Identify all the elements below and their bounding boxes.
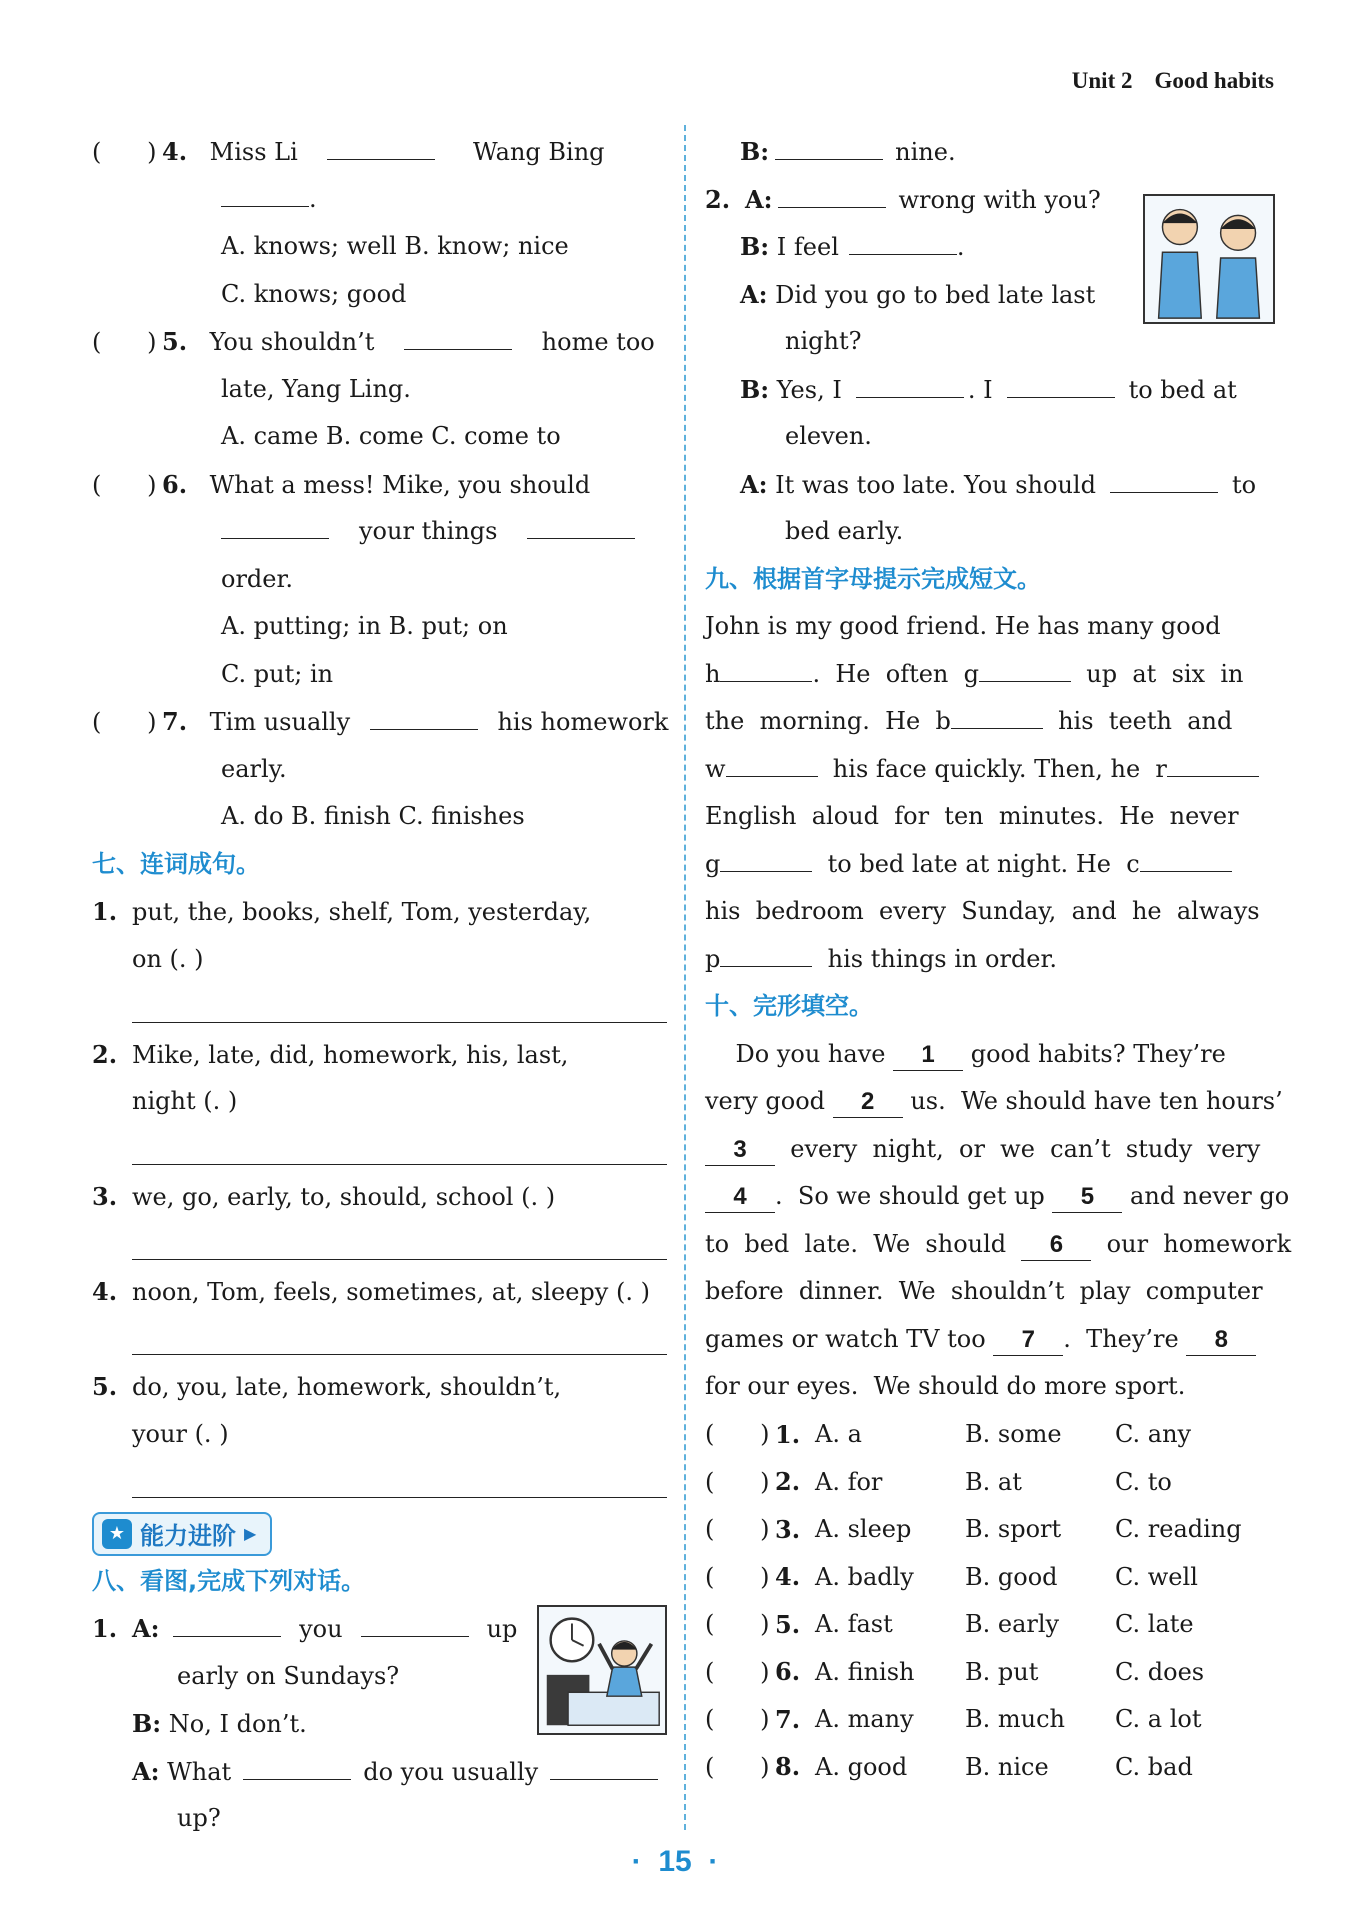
question-line xyxy=(92,176,667,224)
passage-line xyxy=(705,603,1280,651)
dialogue-line: eleven. xyxy=(785,422,872,450)
answer-paren[interactable]: ( ) xyxy=(92,328,157,356)
cloze-option-row xyxy=(705,1411,1265,1459)
cloze-text: every night, or we can’t study very xyxy=(775,1134,1261,1163)
question-number: 5. xyxy=(92,1372,118,1401)
numbered-blank[interactable]: 7 xyxy=(993,1325,1063,1356)
dialogue-text: do you usually xyxy=(363,1757,539,1786)
answer-line[interactable] xyxy=(92,1126,667,1174)
passage-text: p xyxy=(705,944,721,973)
page-number: · 15 · xyxy=(631,1845,719,1878)
question-number: 2. xyxy=(92,1039,118,1069)
cloze-passage xyxy=(705,1031,1292,1411)
passage-line xyxy=(705,888,1280,936)
answer-line[interactable] xyxy=(92,1316,667,1364)
fill-blank[interactable] xyxy=(1140,844,1232,872)
fill-blank[interactable] xyxy=(775,130,883,160)
option-c[interactable]: C. to xyxy=(1115,1467,1172,1496)
option-line: C. knows; good xyxy=(221,279,407,308)
question-text: your things xyxy=(359,517,498,545)
numbered-blank[interactable]: 3 xyxy=(705,1135,775,1166)
option-c[interactable]: C. reading xyxy=(1115,1515,1242,1544)
question-number: 1. xyxy=(92,1614,118,1643)
running-person-icon: ★ xyxy=(102,1519,132,1549)
ability-banner xyxy=(92,1512,272,1556)
answer-paren[interactable]: ( ) xyxy=(92,138,157,166)
option-line: A. came B. come C. come to xyxy=(221,422,561,450)
question-number: 1. xyxy=(92,897,118,926)
passage-text: g xyxy=(705,849,721,878)
question-text: . xyxy=(309,184,317,213)
dialogue-line: early on Sundays? xyxy=(177,1661,400,1690)
fill-blank[interactable] xyxy=(527,509,635,539)
boy-waking-up-illustration xyxy=(537,1605,667,1735)
cloze-text: before dinner. We shouldn’t play computer xyxy=(705,1277,1263,1305)
cloze-text: our homework xyxy=(1091,1229,1292,1258)
cloze-options-table xyxy=(705,1411,1265,1791)
cloze-text: . So we should get up xyxy=(775,1182,1053,1210)
option-b[interactable]: B. at xyxy=(965,1467,1022,1496)
option-line: A. knows; well B. know; nice xyxy=(221,232,569,260)
fill-blank[interactable] xyxy=(173,1607,281,1637)
passage-text: the morning. He b xyxy=(705,707,951,735)
cloze-option-row xyxy=(705,1553,1265,1601)
cloze-text: for our eyes. We should do more sport. xyxy=(705,1372,1186,1400)
question-line: late, Yang Ling. xyxy=(221,374,411,403)
passage-text: w xyxy=(705,754,726,783)
numbered-blank[interactable]: 5 xyxy=(1052,1182,1122,1213)
dialogue-2 xyxy=(705,176,1280,366)
question-number: 4. xyxy=(775,1562,801,1592)
option-a[interactable]: A. a xyxy=(815,1420,862,1449)
cloze-line xyxy=(705,1031,1280,1079)
cloze-text: . They’re xyxy=(1063,1324,1187,1353)
option-a[interactable]: A. fast xyxy=(815,1610,893,1639)
passage-line xyxy=(705,793,1280,841)
section-9-title: 九、根据首字母提示完成短文。 xyxy=(705,564,1041,593)
cloze-option-row xyxy=(705,1506,1265,1554)
cloze-option-row xyxy=(705,1696,1265,1744)
question-number: 4. xyxy=(92,1277,118,1306)
dialogue-text: you xyxy=(299,1615,343,1643)
option-a[interactable]: A. sleep xyxy=(815,1515,912,1544)
answer-paren[interactable]: ( ) xyxy=(705,1657,770,1686)
numbered-blank[interactable]: 8 xyxy=(1186,1325,1256,1356)
cloze-text: to bed late. We should xyxy=(705,1229,1022,1258)
fill-blank[interactable] xyxy=(221,177,309,207)
fill-blank[interactable] xyxy=(404,320,512,350)
question-6 xyxy=(92,461,667,509)
option-a[interactable]: A. finish xyxy=(815,1657,915,1686)
cloze-option-row xyxy=(705,1601,1265,1649)
dialogue-line xyxy=(705,128,1280,176)
fill-blank[interactable] xyxy=(726,749,818,777)
reorder-1 xyxy=(92,888,667,936)
cloze-line xyxy=(705,1173,1290,1221)
question-text: do, you, late, homework, shouldn’t, xyxy=(132,1373,562,1401)
dialogue-text: to bed at xyxy=(1128,375,1237,404)
option-c[interactable]: C. any xyxy=(1115,1420,1192,1449)
dialogue-text: wrong with you? xyxy=(898,185,1101,214)
column-divider xyxy=(684,125,686,1830)
option-b[interactable]: B. much xyxy=(965,1705,1066,1734)
answer-paren[interactable]: ( ) xyxy=(705,1610,770,1639)
answer-paren[interactable]: ( ) xyxy=(705,1752,770,1781)
cloze-text: and never go xyxy=(1122,1182,1290,1210)
cloze-option-row xyxy=(705,1458,1265,1506)
numbered-blank[interactable]: 2 xyxy=(833,1087,903,1118)
answer-paren[interactable]: ( ) xyxy=(705,1420,770,1449)
reorder-5 xyxy=(92,1363,667,1411)
fill-blank[interactable] xyxy=(550,1750,658,1780)
passage-text: his face quickly. Then, he r xyxy=(817,754,1167,783)
dialogue-text: No, I don’t. xyxy=(168,1710,307,1738)
question-line: your (. ) xyxy=(132,1419,229,1448)
dialogue-line xyxy=(705,461,1280,509)
unit-label: Unit 2 xyxy=(1071,68,1133,93)
fill-blank[interactable] xyxy=(361,1607,469,1637)
question-text: put, the, books, shelf, Tom, yesterday, xyxy=(132,898,592,926)
question-line xyxy=(92,508,667,556)
speaker-label: A: xyxy=(132,1756,160,1786)
two-boys-illustration xyxy=(1143,194,1275,324)
passage-text: h xyxy=(705,659,721,688)
cloze-text: good habits? They’re xyxy=(963,1039,1226,1068)
section-7-title: 七、连词成句。 xyxy=(92,849,260,878)
speaker-label: A: xyxy=(745,184,773,214)
dialogue-text: What xyxy=(167,1757,232,1786)
question-text: noon, Tom, feels, sometimes, at, sleepy (. ) xyxy=(132,1278,650,1306)
option-b[interactable]: B. good xyxy=(965,1562,1058,1591)
passage-line xyxy=(705,841,1280,889)
fill-blank[interactable] xyxy=(720,654,812,682)
question-number: 7. xyxy=(775,1704,801,1734)
question-line: night (. ) xyxy=(132,1087,238,1115)
option-c[interactable]: C. does xyxy=(1115,1657,1205,1686)
passage-line xyxy=(705,651,1280,699)
question-number: 2. xyxy=(775,1467,801,1497)
cloze-line xyxy=(705,1268,1280,1316)
dialogue-line xyxy=(92,1748,667,1796)
dialogue-text: to xyxy=(1231,470,1257,499)
page-header xyxy=(1072,68,1274,94)
answer-paren[interactable]: ( ) xyxy=(705,1467,770,1496)
passage-line xyxy=(705,936,1280,984)
passage-line xyxy=(705,698,1280,746)
fill-blank[interactable] xyxy=(778,178,886,208)
question-line: on (. ) xyxy=(132,944,204,973)
question-number: 2. xyxy=(705,184,731,214)
answer-line[interactable] xyxy=(92,1458,667,1506)
dialogue-text: Did you go to bed late last xyxy=(775,280,1096,309)
fill-blank[interactable] xyxy=(720,844,812,872)
fill-blank[interactable] xyxy=(221,509,329,539)
dialogue-1 xyxy=(92,1605,667,1843)
speaker-label: A: xyxy=(132,1614,160,1643)
question-number: 5. xyxy=(162,327,188,356)
play-arrow-icon: ▶ xyxy=(244,1524,257,1543)
passage-text: . He often g xyxy=(812,659,980,688)
question-5 xyxy=(92,318,667,366)
dialogue-text: . I xyxy=(967,375,993,404)
passage-text: his teeth and xyxy=(1042,707,1233,735)
option-b[interactable]: B. put xyxy=(965,1657,1039,1686)
question-text: his homework xyxy=(497,708,669,736)
answer-paren[interactable]: ( ) xyxy=(92,470,157,499)
dialogue-line: night? xyxy=(785,327,862,355)
question-number: 1. xyxy=(775,1419,801,1449)
dialogue-line xyxy=(705,366,1280,414)
passage-9 xyxy=(705,603,1280,983)
numbered-blank[interactable]: 4 xyxy=(705,1182,775,1213)
option-a[interactable]: A. badly xyxy=(815,1562,914,1591)
dialogue-text: I feel xyxy=(776,233,839,261)
speaker-label: A: xyxy=(740,469,768,499)
question-text: Miss Li xyxy=(209,138,298,166)
passage-text: his things in order. xyxy=(812,944,1057,973)
passage-line xyxy=(705,746,1280,794)
fill-blank[interactable] xyxy=(243,1750,351,1780)
fill-blank[interactable] xyxy=(1007,368,1115,398)
fill-blank[interactable] xyxy=(1167,749,1259,777)
cloze-option-row xyxy=(705,1648,1265,1696)
speaker-label: B: xyxy=(740,232,770,261)
right-column xyxy=(705,128,1292,1791)
fill-blank[interactable] xyxy=(951,701,1043,729)
answer-line[interactable] xyxy=(92,983,667,1031)
speaker-label: B: xyxy=(740,374,770,404)
answer-paren[interactable]: ( ) xyxy=(705,1515,770,1544)
reorder-3 xyxy=(92,1173,667,1221)
option-line: A. putting; in B. put; on xyxy=(221,612,508,640)
question-text: You shouldn’t xyxy=(209,328,375,356)
question-7 xyxy=(92,698,667,746)
question-number: 4. xyxy=(162,137,188,166)
question-number: 5. xyxy=(775,1609,801,1639)
question-number: 7. xyxy=(162,707,188,736)
answer-paren[interactable]: ( ) xyxy=(705,1562,770,1591)
question-4 xyxy=(92,128,667,176)
fill-blank[interactable] xyxy=(856,368,964,398)
numbered-blank[interactable]: 6 xyxy=(1021,1230,1091,1261)
option-c[interactable]: C. late xyxy=(1115,1610,1194,1639)
cloze-line xyxy=(705,1126,1280,1174)
option-b[interactable]: B. some xyxy=(965,1420,1062,1449)
option-a[interactable]: A. many xyxy=(815,1705,914,1734)
question-text: Wang Bing xyxy=(473,138,605,166)
answer-paren[interactable]: ( ) xyxy=(705,1705,770,1734)
speaker-label: B: xyxy=(132,1709,162,1738)
question-text: Mike, late, did, homework, his, last, xyxy=(132,1040,569,1069)
cloze-text: us. We should have ten hours’ xyxy=(902,1087,1283,1115)
option-c[interactable]: C. bad xyxy=(1115,1752,1193,1781)
dialogue-line: up? xyxy=(177,1804,221,1832)
question-number: 6. xyxy=(162,469,188,499)
option-line: C. put; in xyxy=(221,659,334,688)
fill-blank[interactable] xyxy=(370,700,478,730)
option-b[interactable]: B. sport xyxy=(965,1515,1062,1544)
dialogue-text: up xyxy=(486,1615,518,1643)
fill-blank[interactable] xyxy=(979,654,1071,682)
cloze-text: games or watch TV too xyxy=(705,1324,994,1353)
cloze-line xyxy=(705,1316,1280,1364)
dialogue-text: It was too late. You should xyxy=(775,470,1096,499)
cloze-text: Do you have xyxy=(705,1039,894,1068)
question-text: home too xyxy=(541,328,655,356)
question-text: we, go, early, to, should, school (. ) xyxy=(132,1183,556,1211)
passage-text: his bedroom every Sunday, and he always xyxy=(705,897,1260,925)
option-c[interactable]: C. a lot xyxy=(1115,1705,1202,1734)
numbered-blank[interactable]: 1 xyxy=(893,1040,963,1071)
dialogue-text: . xyxy=(956,233,965,261)
passage-text: up at six in xyxy=(1071,659,1244,688)
section-8-title: 八、看图,完成下列对话。 xyxy=(92,1566,366,1595)
cloze-line xyxy=(705,1078,1283,1126)
banner-label: 能力进阶 xyxy=(140,1522,236,1550)
question-number: 6. xyxy=(775,1657,801,1687)
option-a[interactable]: A. for xyxy=(815,1467,883,1496)
question-text: Tim usually xyxy=(209,708,351,736)
unit-title: Good habits xyxy=(1154,68,1274,93)
option-a[interactable]: A. good xyxy=(815,1752,908,1781)
passage-text: English aloud for ten minutes. He never xyxy=(705,802,1239,830)
option-b[interactable]: B. nice xyxy=(965,1752,1049,1781)
passage-text: John is my good friend. He has many good xyxy=(705,612,1221,640)
dialogue-line: bed early. xyxy=(785,517,904,545)
dialogue-text: nine. xyxy=(895,138,956,166)
passage-text: to bed late at night. He c xyxy=(812,849,1140,878)
cloze-line xyxy=(705,1221,1292,1269)
reorder-2 xyxy=(92,1031,667,1079)
speaker-label: A: xyxy=(740,279,768,309)
option-c[interactable]: C. well xyxy=(1115,1562,1198,1591)
option-line: A. do B. finish C. finishes xyxy=(221,802,525,830)
answer-paren[interactable]: ( ) xyxy=(92,708,157,736)
fill-blank[interactable] xyxy=(720,939,812,967)
speaker-label: B: xyxy=(740,137,770,166)
section-10-title: 十、完形填空。 xyxy=(705,992,873,1020)
option-b[interactable]: B. early xyxy=(965,1610,1060,1639)
question-number: 8. xyxy=(775,1752,801,1782)
left-column xyxy=(92,128,667,1843)
question-number: 3. xyxy=(92,1182,118,1211)
answer-line[interactable] xyxy=(92,1221,667,1269)
fill-blank[interactable] xyxy=(849,225,957,255)
question-text: What a mess! Mike, you should xyxy=(209,470,591,499)
fill-blank[interactable] xyxy=(327,130,435,160)
reorder-4 xyxy=(92,1268,667,1316)
cloze-line xyxy=(705,1363,1280,1411)
question-line: early. xyxy=(221,754,287,783)
question-line: order. xyxy=(221,564,293,593)
fill-blank[interactable] xyxy=(1110,463,1218,493)
cloze-text: very good xyxy=(705,1087,833,1115)
question-number: 3. xyxy=(775,1514,801,1544)
cloze-option-row xyxy=(705,1743,1265,1791)
page-number-value: 15 xyxy=(658,1845,692,1878)
dialogue-text: Yes, I xyxy=(776,375,842,404)
